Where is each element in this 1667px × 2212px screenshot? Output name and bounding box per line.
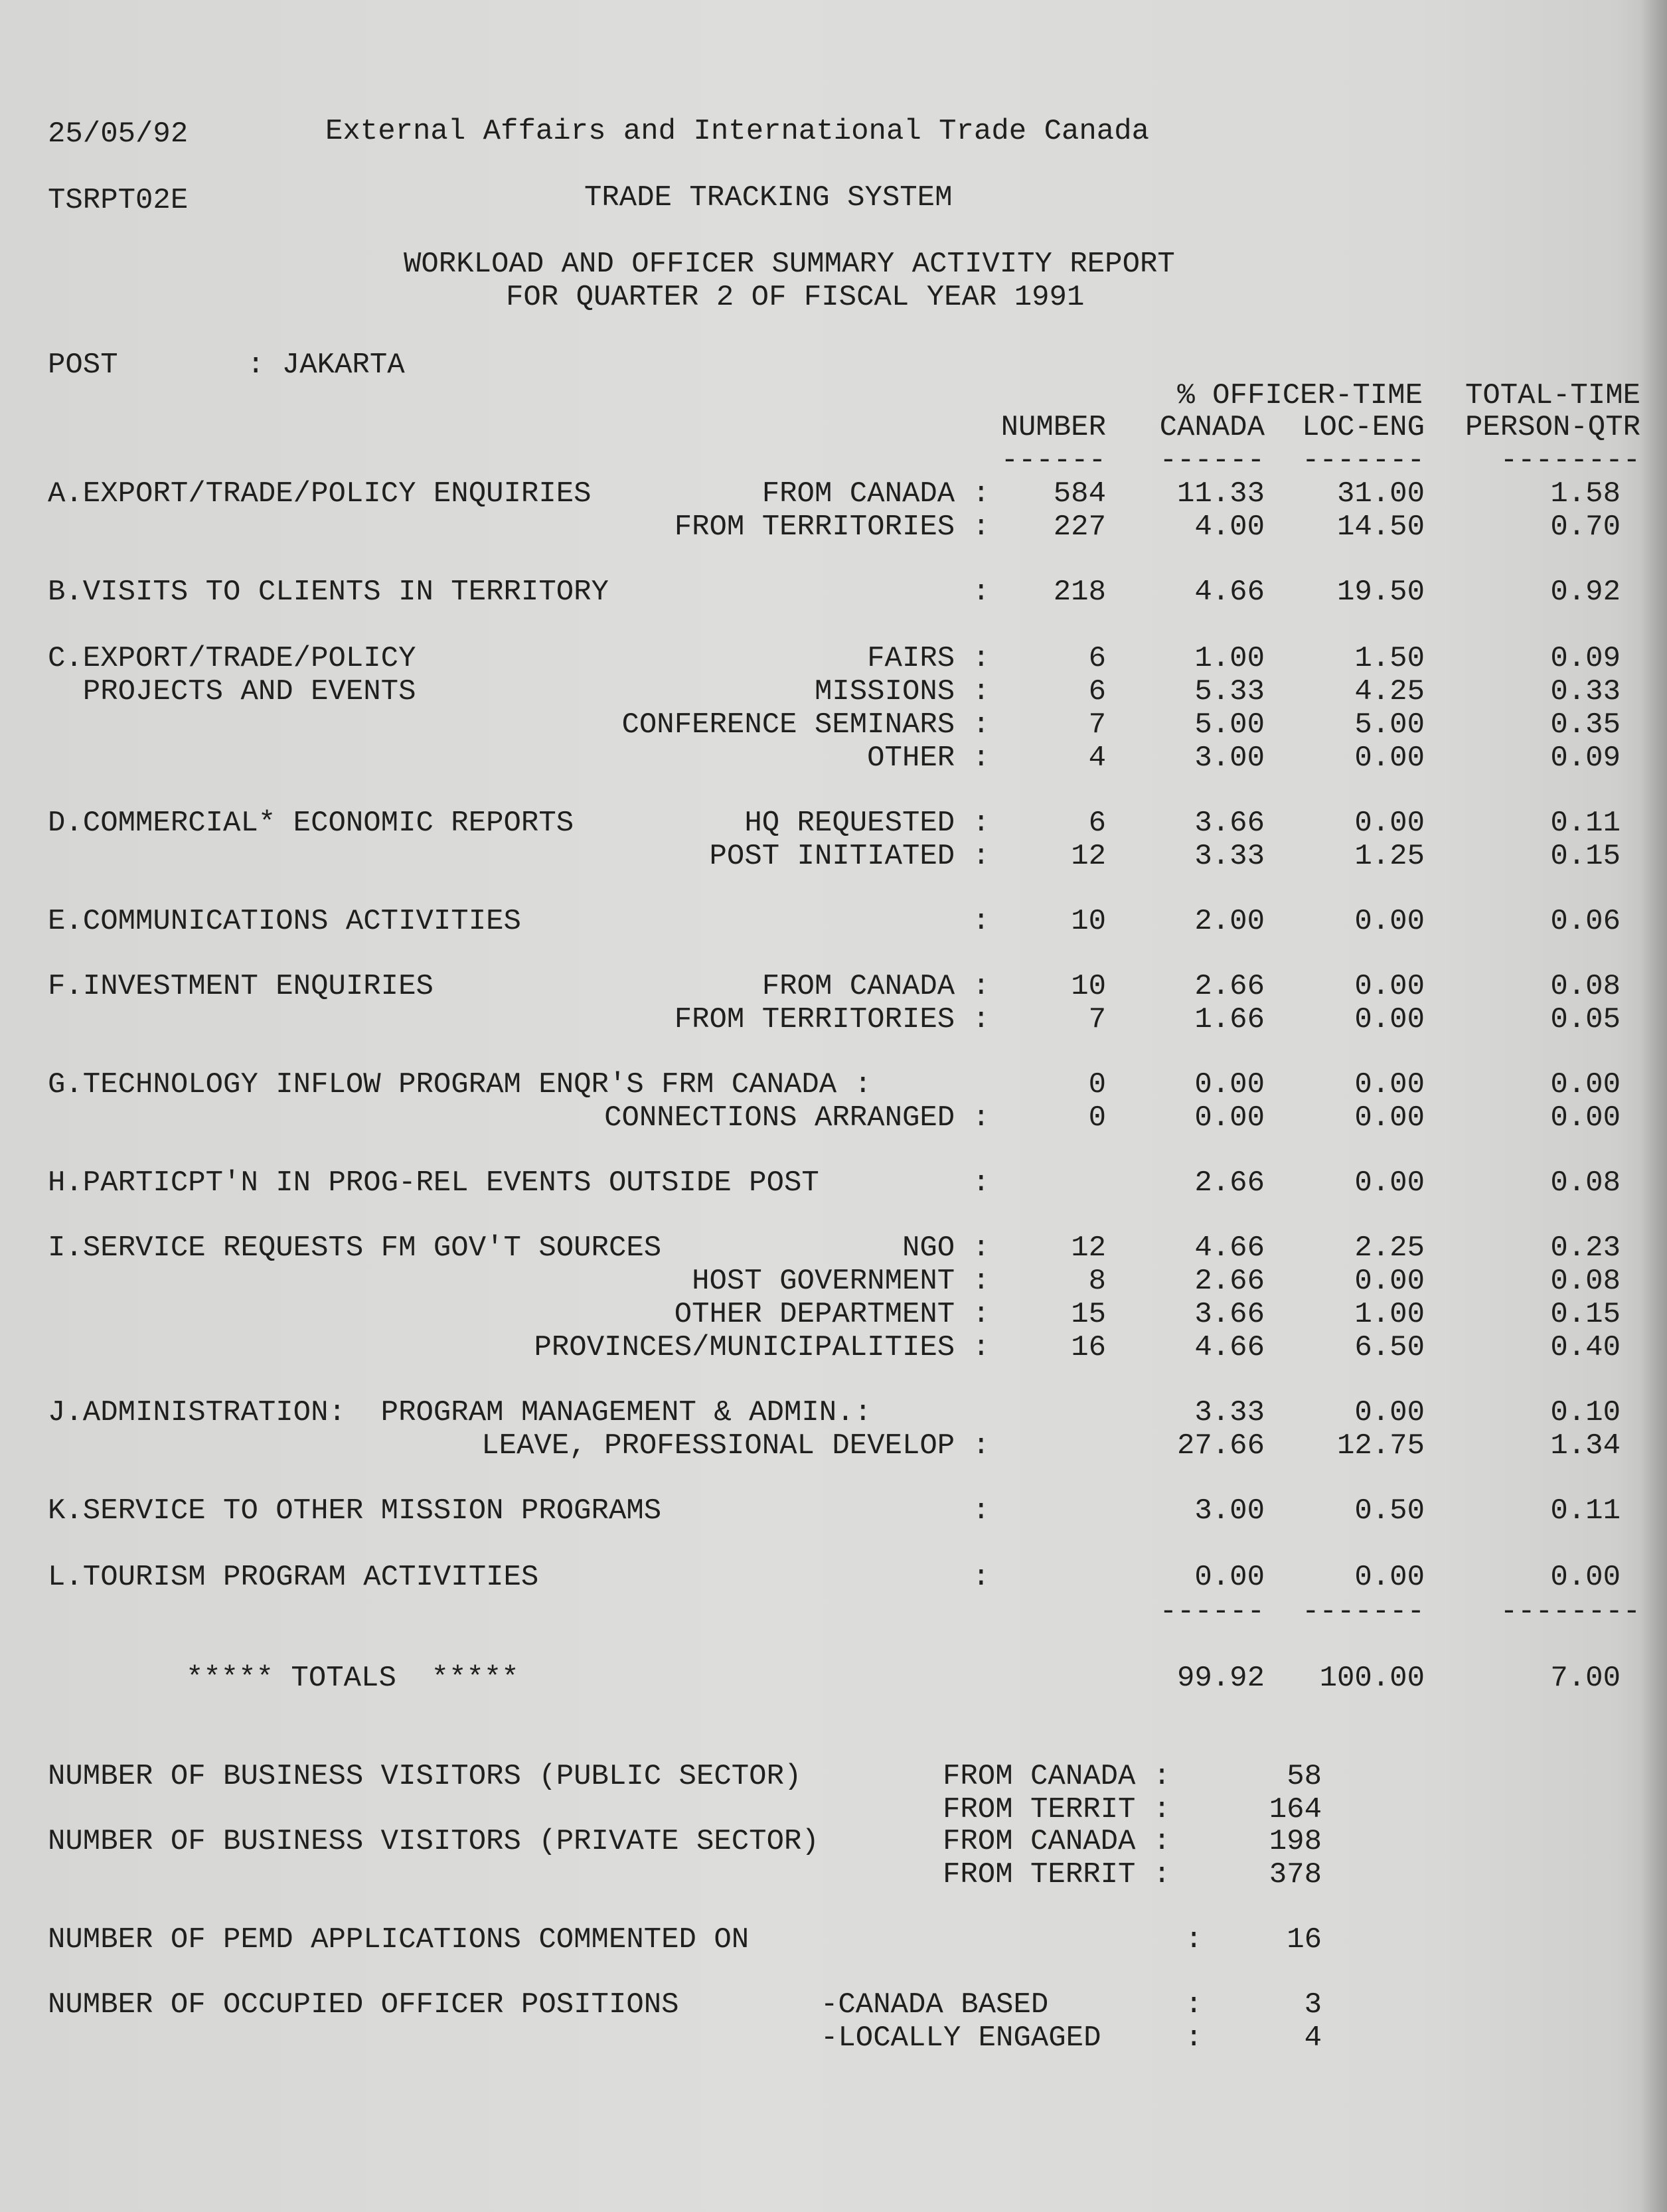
column-header-number: NUMBER: [1000, 411, 1106, 444]
rule-loc-eng: -------: [1302, 444, 1425, 477]
row-loc-eng: 12.75: [1336, 1429, 1425, 1462]
row-number: 0: [1088, 1101, 1106, 1135]
row-canada: 3.66: [1194, 1298, 1265, 1331]
row-number: 227: [1053, 511, 1106, 544]
row-loc-eng: 1.00: [1354, 1298, 1425, 1331]
row-canada: 4.66: [1194, 1231, 1265, 1265]
visitors-source: FROM TERRIT :: [943, 1793, 1171, 1826]
row-canada: 0.00: [1194, 1101, 1265, 1135]
row-canada: 5.00: [1194, 708, 1265, 742]
row-loc-eng: 0.00: [1354, 807, 1425, 840]
row-loc-eng: 19.50: [1336, 576, 1425, 609]
row-number: 8: [1088, 1265, 1106, 1298]
row-label: A.EXPORT/TRADE/POLICY ENQUIRIES: [48, 477, 592, 511]
row-person-qtr: 1.58: [1550, 477, 1621, 511]
row-label: H.PARTICPT'N IN PROG-REL EVENTS OUTSIDE POST: [48, 1166, 819, 1200]
row-sublabel: HOST GOVERNMENT :: [692, 1265, 990, 1298]
row-label: K.SERVICE TO OTHER MISSION PROGRAMS: [48, 1494, 662, 1528]
row-person-qtr: 0.15: [1550, 840, 1621, 873]
row-label: I.SERVICE REQUESTS FM GOV'T SOURCES: [48, 1231, 662, 1265]
visitors-source: FROM CANADA :: [943, 1825, 1171, 1858]
row-sublabel: :: [972, 905, 990, 938]
row-canada: 4.66: [1194, 576, 1265, 609]
positions-label: NUMBER OF OCCUPIED OFFICER POSITIONS: [48, 1988, 679, 2021]
post-label: POST: [48, 349, 118, 382]
positions-colon: :: [1185, 1988, 1203, 2021]
column-header-person-qtr: PERSON-QTR: [1465, 411, 1640, 444]
row-person-qtr: 0.08: [1550, 970, 1621, 1003]
row-number: 0: [1088, 1068, 1106, 1101]
row-loc-eng: 0.00: [1354, 742, 1425, 775]
row-sublabel: :: [972, 1166, 990, 1200]
row-label: G.TECHNOLOGY INFLOW PROGRAM ENQR'S FRM CANADA :: [48, 1068, 872, 1101]
system-name: TRADE TRACKING SYSTEM: [584, 181, 953, 214]
positions-kind: -LOCALLY ENGAGED: [821, 2021, 1101, 2055]
row-loc-eng: 1.25: [1354, 840, 1425, 873]
row-canada: 2.00: [1194, 905, 1265, 938]
totals-rule-canada: ------: [1159, 1595, 1265, 1628]
row-number: 4: [1088, 742, 1106, 775]
row-canada: 3.00: [1194, 742, 1265, 775]
row-sublabel: CONFERENCE SEMINARS :: [621, 708, 990, 742]
row-person-qtr: 0.00: [1550, 1561, 1621, 1594]
row-label: E.COMMUNICATIONS ACTIVITIES: [48, 905, 521, 938]
rule-person-qtr: --------: [1500, 444, 1640, 477]
row-sublabel: FROM CANADA :: [761, 477, 990, 511]
row-number: 7: [1088, 708, 1106, 742]
pemd-label: NUMBER OF PEMD APPLICATIONS COMMENTED ON: [48, 1923, 750, 1956]
positions-colon: :: [1185, 2021, 1203, 2055]
row-canada: 4.66: [1194, 1331, 1265, 1364]
row-label: B.VISITS TO CLIENTS IN TERRITORY: [48, 576, 609, 609]
row-loc-eng: 4.25: [1354, 675, 1425, 708]
row-person-qtr: 0.09: [1550, 742, 1621, 775]
row-person-qtr: 0.70: [1550, 511, 1621, 544]
row-canada: 2.66: [1194, 1265, 1265, 1298]
row-loc-eng: 0.00: [1354, 970, 1425, 1003]
totals-loc-eng: 100.00: [1319, 1662, 1425, 1695]
row-canada: 3.66: [1194, 807, 1265, 840]
page-edge-shadow: [1640, 0, 1667, 2212]
column-header-loc-eng: LOC-ENG: [1302, 411, 1425, 444]
row-number: 584: [1053, 477, 1106, 511]
officer-time-group-header: % OFFICER-TIME: [1177, 379, 1423, 412]
row-loc-eng: 0.00: [1354, 1068, 1425, 1101]
row-number: 6: [1088, 642, 1106, 675]
row-canada: 4.00: [1194, 511, 1265, 544]
row-canada: 1.00: [1194, 642, 1265, 675]
row-person-qtr: 0.23: [1550, 1231, 1621, 1265]
row-label: D.COMMERCIAL* ECONOMIC REPORTS: [48, 807, 574, 840]
row-person-qtr: 0.09: [1550, 642, 1621, 675]
row-number: 15: [1071, 1298, 1106, 1331]
row-person-qtr: 0.05: [1550, 1003, 1621, 1036]
row-loc-eng: 6.50: [1354, 1331, 1425, 1364]
row-canada: 3.33: [1194, 840, 1265, 873]
totals-label: ***** TOTALS *****: [186, 1662, 519, 1695]
visitors-label: NUMBER OF BUSINESS VISITORS (PUBLIC SECTOR): [48, 1760, 802, 1793]
pemd-colon: :: [1185, 1923, 1203, 1956]
visitors-label: NUMBER OF BUSINESS VISITORS (PRIVATE SECTOR): [48, 1825, 819, 1858]
visitors-value: 198: [1269, 1825, 1322, 1858]
row-person-qtr: 0.08: [1550, 1166, 1621, 1200]
pemd-value: 16: [1287, 1923, 1322, 1956]
row-number: 12: [1071, 1231, 1106, 1265]
row-loc-eng: 0.00: [1354, 1101, 1425, 1135]
row-number: 218: [1053, 576, 1106, 609]
post-value: : JAKARTA: [247, 349, 405, 382]
row-canada: 2.66: [1194, 970, 1265, 1003]
visitors-source: FROM CANADA :: [943, 1760, 1171, 1793]
visitors-source: FROM TERRIT :: [943, 1858, 1171, 1891]
row-canada: 3.00: [1194, 1494, 1265, 1528]
row-sublabel: LEAVE, PROFESSIONAL DEVELOP :: [481, 1429, 990, 1462]
row-sublabel: :: [972, 1494, 990, 1528]
row-number: 16: [1071, 1331, 1106, 1364]
visitors-value: 378: [1269, 1858, 1322, 1891]
row-label: L.TOURISM PROGRAM ACTIVITIES: [48, 1561, 539, 1594]
row-person-qtr: 0.33: [1550, 675, 1621, 708]
row-person-qtr: 0.11: [1550, 807, 1621, 840]
row-sublabel: NGO :: [902, 1231, 990, 1265]
row-label: F.INVESTMENT ENQUIRIES: [48, 970, 434, 1003]
row-person-qtr: 0.06: [1550, 905, 1621, 938]
row-number: 12: [1071, 840, 1106, 873]
row-person-qtr: 1.34: [1550, 1429, 1621, 1462]
row-person-qtr: 0.15: [1550, 1298, 1621, 1331]
column-header-canada: CANADA: [1159, 411, 1265, 444]
row-loc-eng: 0.00: [1354, 1561, 1425, 1594]
row-number: 7: [1088, 1003, 1106, 1036]
positions-value: 3: [1304, 1988, 1322, 2021]
total-time-group-header: TOTAL-TIME: [1465, 379, 1640, 412]
row-loc-eng: 0.00: [1354, 1166, 1425, 1200]
totals-person-qtr: 7.00: [1550, 1662, 1621, 1695]
row-number: 6: [1088, 675, 1106, 708]
row-loc-eng: 31.00: [1336, 477, 1425, 511]
row-sublabel: MISSIONS :: [814, 675, 990, 708]
row-label: J.ADMINISTRATION: PROGRAM MANAGEMENT & ADMIN.:: [48, 1396, 872, 1429]
row-canada: 0.00: [1194, 1561, 1265, 1594]
row-canada: 0.00: [1194, 1068, 1265, 1101]
row-canada: 5.33: [1194, 675, 1265, 708]
totals-canada: 99.92: [1176, 1662, 1265, 1695]
row-person-qtr: 0.00: [1550, 1068, 1621, 1101]
row-sublabel: FROM CANADA :: [761, 970, 990, 1003]
row-sublabel: :: [972, 1561, 990, 1594]
row-loc-eng: 1.50: [1354, 642, 1425, 675]
row-loc-eng: 5.00: [1354, 708, 1425, 742]
row-sublabel: OTHER :: [867, 742, 990, 775]
positions-value: 4: [1304, 2021, 1322, 2055]
row-sublabel: POST INITIATED :: [709, 840, 990, 873]
row-canada: 27.66: [1176, 1429, 1265, 1462]
row-loc-eng: 0.00: [1354, 1396, 1425, 1429]
row-sublabel: FAIRS :: [867, 642, 990, 675]
row-loc-eng: 0.00: [1354, 1265, 1425, 1298]
row-label: PROJECTS AND EVENTS: [48, 675, 416, 708]
row-loc-eng: 0.50: [1354, 1494, 1425, 1528]
totals-rule-person-qtr: --------: [1500, 1595, 1640, 1628]
department-name: External Affairs and International Trade Canada: [325, 115, 1150, 148]
row-loc-eng: 0.00: [1354, 905, 1425, 938]
row-person-qtr: 0.10: [1550, 1396, 1621, 1429]
row-sublabel: OTHER DEPARTMENT :: [674, 1298, 990, 1331]
row-person-qtr: 0.35: [1550, 708, 1621, 742]
row-canada: 11.33: [1176, 477, 1265, 511]
row-canada: 2.66: [1194, 1166, 1265, 1200]
row-sublabel: HQ REQUESTED :: [744, 807, 990, 840]
row-number: 10: [1071, 970, 1106, 1003]
row-person-qtr: 0.40: [1550, 1331, 1621, 1364]
row-person-qtr: 0.92: [1550, 576, 1621, 609]
visitors-value: 58: [1287, 1760, 1322, 1793]
row-sublabel: CONNECTIONS ARRANGED :: [604, 1101, 990, 1135]
report-code: TSRPT02E: [48, 184, 189, 217]
row-person-qtr: 0.11: [1550, 1494, 1621, 1528]
rule-number: ------: [1000, 444, 1106, 477]
rule-canada: ------: [1159, 444, 1265, 477]
positions-kind: -CANADA BASED: [821, 1988, 1049, 2021]
row-canada: 3.33: [1194, 1396, 1265, 1429]
report-date: 25/05/92: [48, 118, 189, 151]
row-label: C.EXPORT/TRADE/POLICY: [48, 642, 416, 675]
row-canada: 1.66: [1194, 1003, 1265, 1036]
row-person-qtr: 0.00: [1550, 1101, 1621, 1135]
row-sublabel: :: [972, 576, 990, 609]
row-person-qtr: 0.08: [1550, 1265, 1621, 1298]
report-period: FOR QUARTER 2 OF FISCAL YEAR 1991: [506, 281, 1085, 314]
row-loc-eng: 2.25: [1354, 1231, 1425, 1265]
totals-rule-loc-eng: -------: [1302, 1595, 1425, 1628]
visitors-value: 164: [1269, 1793, 1322, 1826]
row-sublabel: PROVINCES/MUNICIPALITIES :: [534, 1331, 990, 1364]
row-loc-eng: 0.00: [1354, 1003, 1425, 1036]
report-title: WORKLOAD AND OFFICER SUMMARY ACTIVITY REPORT: [404, 248, 1175, 281]
row-number: 6: [1088, 807, 1106, 840]
row-sublabel: FROM TERRITORIES :: [674, 1003, 990, 1036]
row-sublabel: FROM TERRITORIES :: [674, 511, 990, 544]
row-number: 10: [1071, 905, 1106, 938]
row-loc-eng: 14.50: [1336, 511, 1425, 544]
